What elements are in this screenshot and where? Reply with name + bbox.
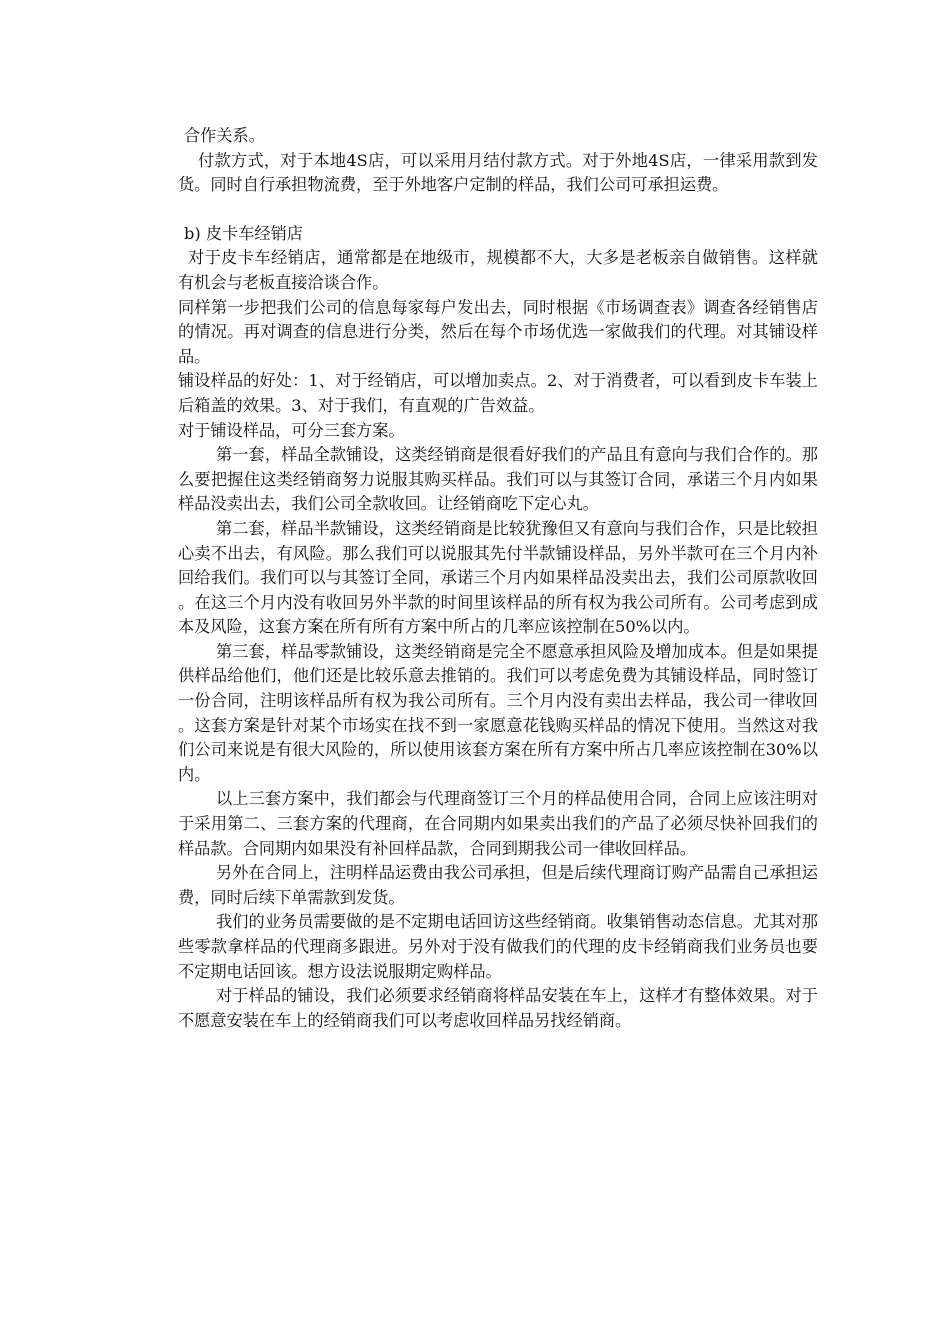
paragraph-plan-three: 第三套，样品零款铺设，这类经销商是完全不愿意承担风险及增加成本。但是如果提供样品给他们，他们还是比较乐意去推销的。我们可以考虑免费为其铺设样品，同时签订一份合同，注明该样品所有权为我公司所有。三个月内没有卖出去样品，我公司一律收回。这套方案是针对某个市场实在找不到一家愿意花钱购买样品的情况下使用。当然这对我们公司来说是有很大风险的，所以使用该套方案在所有方案中所占几率应该控制在30%以内。 <box>178 641 818 784</box>
paragraph-sample-installation: 对于样品的铺设，我们必须要求经销商将样品安装在车上，这样才有整体效果。对于不愿意安装在车上的经销商我们可以考虑收回样品另找经销商。 <box>178 986 818 1030</box>
paragraph-pickup-dealers-intro: 对于皮卡车经销店，通常都是在地级市，规模都不大，大多是老板亲自做销售。这样就有机会与老板直接洽谈合作。 <box>178 248 818 292</box>
paragraph-plan-one: 第一套，样品全款铺设，这类经销商是很看好我们的产品且有意向与我们合作的。那么要把握住这类经销商努力说服其购买样品。我们可以与其签订合同，承诺三个月内如果样品没卖出去，我们公司全款收回。让经销商吃下定心丸。 <box>178 445 818 514</box>
paragraph-three-plans: 对于铺设样品，可分三套方案。 <box>178 420 405 440</box>
paragraph-shipping-costs: 另外在合同上，注明样品运费由我公司承担，但是后续代理商订购产品需自己承担运费，同时后续下单需款到发货。 <box>178 863 818 907</box>
document-body <box>178 124 818 1033</box>
paragraph-plan-two: 第二套，样品半款铺设，这类经销商是比较犹豫但又有意向与我们合作，只是比较担心卖不出去，有风险。那么我们可以说服其先付半款铺设样品，另外半款可在三个月内补回给我们。我们可以与其签订全同，承诺三个月内如果样品没卖出去，我们公司原款收回。在这三个月内没有收回另外半款的时间里该样品的所有权为我公司所有。公司考虑到成本及风险，这套方案在所有所有方案中所占的几率应该控制在50%以内。 <box>178 518 818 637</box>
paragraph-contract-terms: 以上三套方案中，我们都会与代理商签订三个月的样品使用合同，合同上应该注明对于采用第二、三套方案的代理商，在合同期内如果卖出我们的产品了必须尽快补回我们的样品款。合同期内如果没有补回样品款，合同到期我公司一律收回样品。 <box>178 789 818 858</box>
paragraph-payment-method: 付款方式，对于本地4S店，可以采用月结付款方式。对于外地4S店，一律采用款到发货。同时自行承担物流费，至于外地客户定制的样品，我们公司可承担运费。 <box>178 150 818 195</box>
section-heading-pickup-dealers: b) 皮卡车经销店 <box>184 223 303 243</box>
paragraph-spacer <box>178 198 818 222</box>
paragraph-first-step: 同样第一步把我们公司的信息每家每户发出去，同时根据《市场调查表》调查各经销售店的情况。再对调查的信息进行分类，然后在每个市场优选一家做我们的代理。对其铺设样品。 <box>178 297 818 366</box>
paragraph-sales-followup: 我们的业务员需要做的是不定期电话回访这些经销商。收集销售动态信息。尤其对那些零款拿样品的代理商多跟进。另外对于没有做我们的代理的皮卡经销商我们业务员也要不定期电话回该。想方设法说服期定购样品。 <box>178 912 818 981</box>
paragraph-sample-benefits: 铺设样品的好处：1、对于经销店，可以增加卖点。2、对于消费者，可以看到皮卡车装上后箱盖的效果。3、对于我们，有直观的广告效益。 <box>178 371 818 415</box>
paragraph-cooperation: 合作关系。 <box>184 126 265 145</box>
